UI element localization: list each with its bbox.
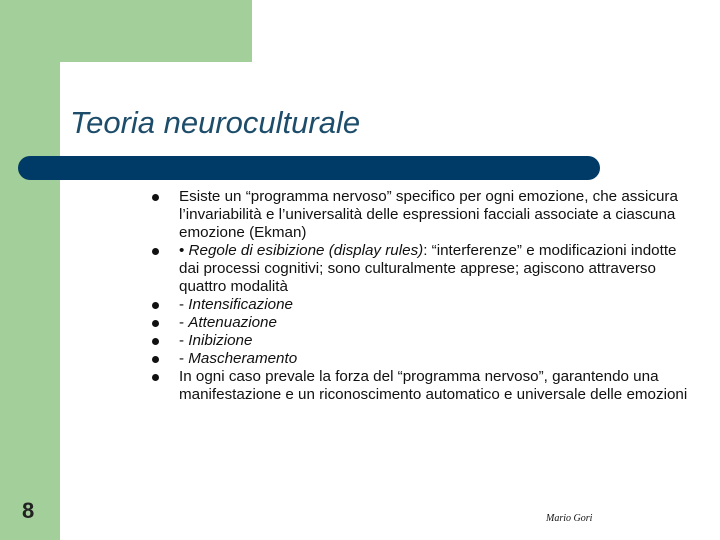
bullet-item xyxy=(150,188,690,242)
bullet-item xyxy=(150,350,690,368)
bullet-dot-icon xyxy=(152,338,159,345)
bullet-item xyxy=(150,368,690,404)
bullet-emphasis: Regole di esibizione (display rules) xyxy=(188,242,424,259)
bullet-dot-icon xyxy=(152,356,159,363)
bullet-prefix: - xyxy=(179,350,189,367)
bullet-item xyxy=(150,332,690,350)
bullet-text: : “interferenze” e modificazioni indotte dai processi cognitivi; sono culturalmente apprese; agiscono attraverso quattro modalità xyxy=(179,242,677,295)
top-green-block xyxy=(0,0,252,62)
bullet-dot-icon xyxy=(152,194,159,201)
slide-title: Teoria neuroculturale xyxy=(70,105,361,140)
bullet-dot-icon xyxy=(152,248,159,255)
bullet-item xyxy=(150,242,690,296)
bullet-item xyxy=(150,314,690,332)
page-number: 8 xyxy=(22,498,35,523)
bullet-text: In ogni caso prevale la forza del “programma nervoso”, garantendo una manifestazione e un riconoscimento automatico e universale delle emozioni xyxy=(179,368,688,403)
bullet-emphasis: Inibizione xyxy=(188,332,253,349)
bullet-dot-icon xyxy=(152,302,159,309)
author-credit: Mario Gori xyxy=(546,513,593,524)
bullet-item xyxy=(150,296,690,314)
bullet-emphasis: Intensificazione xyxy=(188,296,293,313)
bullet-dot-icon xyxy=(152,320,159,327)
bullet-text: Esiste un “programma nervoso” specifico per ogni emozione, che assicura l’invariabilità e l’universalità delle espressioni facciali associate a ciascuna emozione (Ekman) xyxy=(179,188,678,241)
bullet-prefix: - xyxy=(179,296,189,313)
bullet-dot-icon xyxy=(152,374,159,381)
left-green-band xyxy=(0,0,60,540)
bullet-list xyxy=(150,188,690,404)
bullet-emphasis: Mascheramento xyxy=(188,350,298,367)
bullet-prefix: - xyxy=(179,332,189,349)
title-underline-bar xyxy=(18,156,600,180)
bullet-prefix: • xyxy=(179,242,189,259)
bullet-prefix: - xyxy=(179,314,189,331)
bullet-emphasis: Attenuazione xyxy=(188,314,277,331)
